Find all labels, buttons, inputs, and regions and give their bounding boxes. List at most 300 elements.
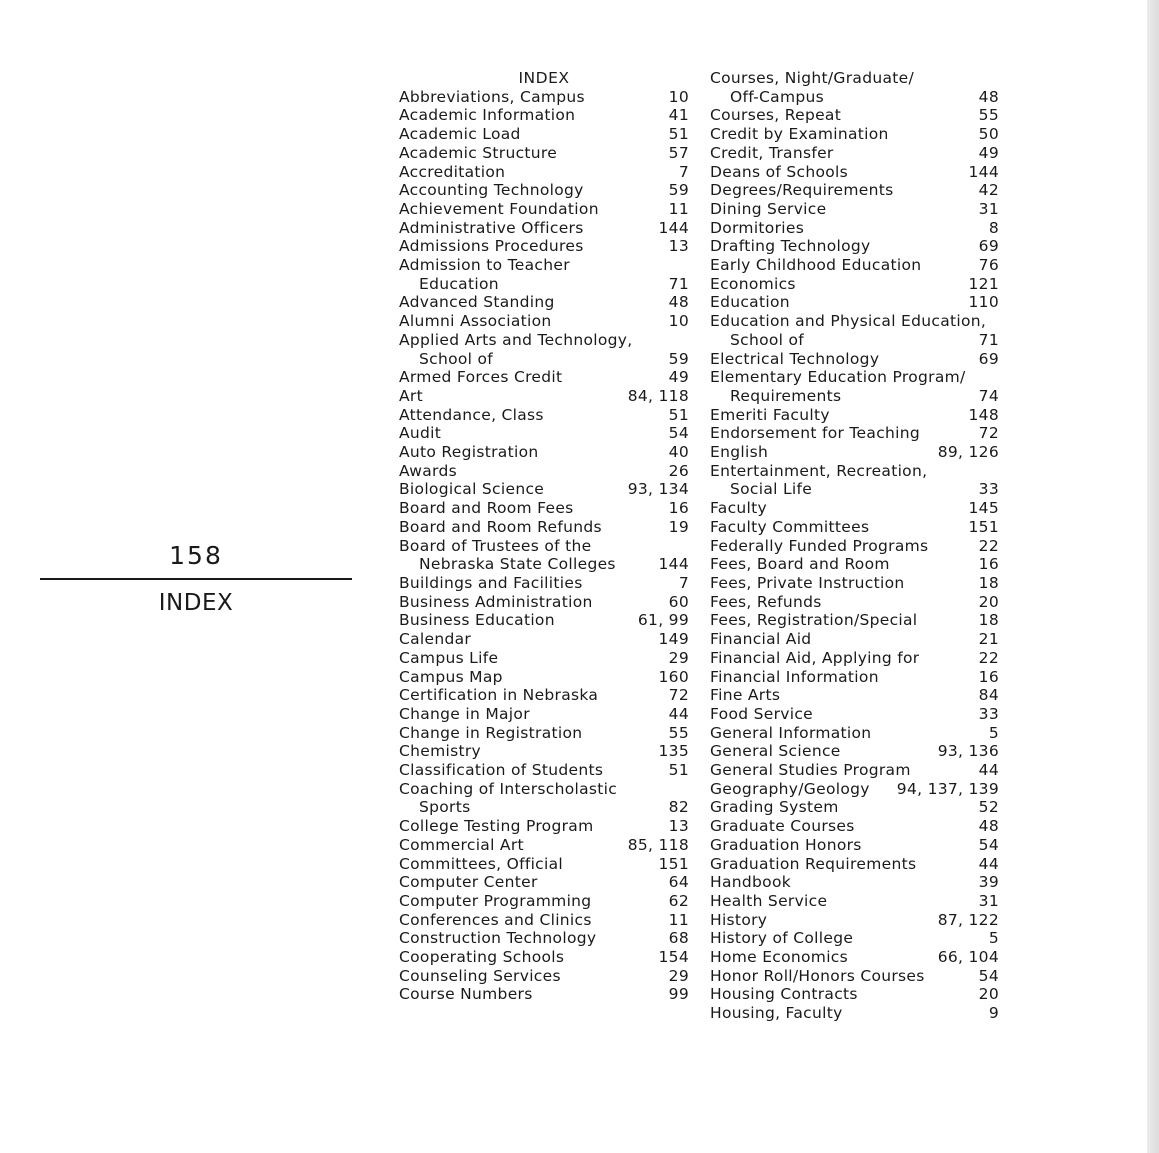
index-entry-list-right — [710, 69, 999, 1023]
index-entry-pages: 33 — [978, 480, 999, 499]
index-entry-label: Audit — [399, 424, 442, 443]
index-entry-pages: 61, 99 — [637, 611, 689, 630]
index-entry — [399, 163, 689, 182]
index-entry — [710, 985, 999, 1004]
index-entry-pages: 11 — [668, 199, 689, 218]
index-entry — [399, 480, 689, 499]
index-entry-label: Fees, Board and Room — [710, 555, 890, 574]
index-entry — [399, 611, 689, 630]
index-entry-label: Achievement Foundation — [399, 199, 599, 218]
index-entry-label: Alumni Association — [399, 312, 552, 331]
index-entry-label: History of College — [710, 929, 854, 948]
index-entry — [710, 892, 999, 911]
index-entry-pages: 144 — [968, 162, 999, 181]
index-entry — [399, 181, 689, 200]
index-entry-label: Sports — [419, 798, 471, 817]
index-entry-label: Education — [710, 293, 790, 312]
index-entry — [710, 686, 999, 705]
index-heading: INDEX — [518, 69, 570, 87]
index-entry — [710, 200, 999, 219]
index-entry-pages: 16 — [978, 667, 999, 686]
index-entry — [399, 256, 689, 275]
index-entry-label: Education and Physical Education, — [710, 312, 987, 331]
index-entry — [710, 518, 999, 537]
index-entry-pages: 151 — [658, 854, 689, 873]
index-entry-pages: 74 — [978, 386, 999, 405]
index-entry-label: Board and Room Fees — [399, 499, 574, 518]
index-entry — [399, 593, 689, 612]
index-entry — [710, 705, 999, 724]
index-entry-label: Advanced Standing — [399, 293, 555, 312]
index-entry — [399, 761, 689, 780]
index-entry — [399, 219, 689, 238]
index-entry-label: Armed Forces Credit — [399, 368, 563, 387]
index-entry — [399, 855, 689, 874]
index-entry — [710, 406, 999, 425]
index-entry-label: Course Numbers — [399, 985, 533, 1004]
index-entry-pages: 10 — [668, 312, 689, 331]
index-entry-pages: 18 — [978, 611, 999, 630]
index-entry — [710, 181, 999, 200]
index-entry-label: School of — [419, 349, 494, 368]
index-entry — [710, 350, 999, 369]
index-entry — [399, 200, 689, 219]
index-entry-pages: 59 — [668, 349, 689, 368]
index-entry — [399, 668, 689, 687]
index-entry-label: Credit by Examination — [710, 125, 889, 144]
index-entry — [399, 518, 689, 537]
index-entry — [399, 724, 689, 743]
index-entry-label: Financial Aid, Applying for — [710, 648, 920, 667]
index-entry-pages: 76 — [978, 256, 999, 275]
index-entry-pages: 57 — [668, 143, 689, 162]
index-entry-label: Graduation Requirements — [710, 854, 917, 873]
index-entry-pages: 29 — [668, 966, 689, 985]
index-entry-pages: 51 — [668, 761, 689, 780]
index-entry — [399, 574, 689, 593]
index-entry-label: General Science — [710, 742, 841, 761]
index-entry-label: Certification in Nebraska — [399, 686, 599, 705]
index-entry-pages: 20 — [978, 592, 999, 611]
index-entry-label: Degrees/Requirements — [710, 181, 894, 200]
index-entry-label: College Testing Program — [399, 817, 594, 836]
index-entry-label: Committees, Official — [399, 854, 564, 873]
index-entry-label: Classification of Students — [399, 761, 604, 780]
index-entry-label: Geography/Geology — [710, 779, 870, 798]
index-entry-label: Art — [399, 386, 423, 405]
index-entry-label: English — [710, 443, 769, 462]
index-entry — [710, 929, 999, 948]
index-entry-label: Graduation Honors — [710, 835, 862, 854]
index-entry — [399, 368, 689, 387]
index-entry-pages: 48 — [668, 293, 689, 312]
index-entry-label: Health Service — [710, 891, 828, 910]
index-entry-pages: 22 — [978, 648, 999, 667]
index-entry-pages: 10 — [668, 87, 689, 106]
index-entry — [399, 985, 689, 1004]
index-entry-pages: 40 — [668, 443, 689, 462]
index-entry-label: Social Life — [730, 480, 813, 499]
index-entry — [710, 125, 999, 144]
index-entry-label: Abbreviations, Campus — [399, 87, 585, 106]
index-entry — [399, 929, 689, 948]
index-entry-label: Financial Aid — [710, 630, 812, 649]
side-heading — [40, 538, 352, 618]
index-entry-label: Academic Information — [399, 106, 576, 125]
index-entry-label: Dining Service — [710, 199, 827, 218]
index-entry-pages: 145 — [968, 499, 999, 518]
page-number: 158 — [169, 541, 223, 570]
index-entry-label: Education — [419, 274, 499, 293]
index-entry-label: Food Service — [710, 704, 813, 723]
index-entry-pages: 26 — [668, 461, 689, 480]
index-entry-label: School of — [730, 330, 805, 349]
index-entry-pages: 19 — [668, 517, 689, 536]
index-entry-pages: 160 — [658, 667, 689, 686]
index-entry-pages: 110 — [968, 293, 999, 312]
index-entry-pages: 49 — [668, 368, 689, 387]
index-entry-label: Endorsement for Teaching — [710, 424, 921, 443]
index-entry — [399, 630, 689, 649]
index-entry — [710, 88, 999, 107]
index-entry — [710, 668, 999, 687]
index-entry-pages: 11 — [668, 910, 689, 929]
index-entry-label: Biological Science — [399, 480, 545, 499]
index-entry-pages: 54 — [978, 966, 999, 985]
index-entry-pages: 55 — [978, 106, 999, 125]
index-entry-pages: 8 — [988, 218, 999, 237]
index-entry-label: Administrative Officers — [399, 218, 584, 237]
index-entry-label: Applied Arts and Technology, — [399, 330, 633, 349]
index-entry-pages: 94, 137, 139 — [896, 779, 999, 798]
index-entry — [710, 275, 999, 294]
index-entry-pages: 71 — [668, 274, 689, 293]
index-entry-label: Faculty Committees — [710, 517, 870, 536]
index-entry-label: Academic Structure — [399, 143, 558, 162]
index-entry-label: Accreditation — [399, 162, 506, 181]
index-entry — [710, 163, 999, 182]
index-entry-pages: 44 — [668, 704, 689, 723]
index-entry — [399, 312, 689, 331]
index-entry — [399, 424, 689, 443]
index-entry-label: Cooperating Schools — [399, 948, 565, 967]
index-entry-pages: 5 — [988, 723, 999, 742]
section-title: INDEX — [158, 590, 234, 616]
index-entry-pages: 22 — [978, 536, 999, 555]
index-entry-pages: 93, 136 — [937, 742, 999, 761]
index-entry-label: Handbook — [710, 873, 791, 892]
index-entry — [710, 69, 999, 88]
index-entry — [399, 686, 689, 705]
index-entry-pages: 13 — [668, 817, 689, 836]
index-entry — [710, 312, 999, 331]
index-entry-pages: 9 — [988, 1004, 999, 1023]
index-entry-label: Chemistry — [399, 742, 481, 761]
index-entry-label: Courses, Night/Graduate/ — [710, 69, 914, 87]
index-entry-label: Fees, Private Instruction — [710, 573, 905, 592]
index-entry — [399, 125, 689, 144]
index-entry-label: Business Administration — [399, 592, 593, 611]
index-entry-label: Conferences and Clinics — [399, 910, 592, 929]
index-entry-label: Commercial Art — [399, 835, 524, 854]
index-entry — [399, 705, 689, 724]
index-entry-pages: 148 — [968, 405, 999, 424]
index-entry — [710, 443, 999, 462]
index-entry — [710, 724, 999, 743]
index-entry-label: Fees, Refunds — [710, 592, 822, 611]
index-entry-pages: 49 — [978, 143, 999, 162]
index-entry — [399, 350, 689, 369]
index-entry-label: Auto Registration — [399, 443, 539, 462]
index-entry-label: Drafting Technology — [710, 237, 871, 256]
page-edge-shadow — [1147, 0, 1159, 1153]
index-entry-label: Campus Life — [399, 648, 499, 667]
index-entry — [710, 817, 999, 836]
index-entry-label: Graduate Courses — [710, 817, 855, 836]
index-entry-label: Calendar — [399, 630, 472, 649]
index-entry — [710, 480, 999, 499]
index-entry — [710, 499, 999, 518]
index-entry-pages: 18 — [978, 573, 999, 592]
index-entry-label: Admission to Teacher — [399, 256, 570, 275]
index-entry-pages: 16 — [978, 555, 999, 574]
index-entry — [710, 873, 999, 892]
index-entry — [710, 219, 999, 238]
index-entry-pages: 85, 118 — [627, 835, 689, 854]
index-entry-pages: 51 — [668, 125, 689, 144]
index-entry-label: Change in Registration — [399, 723, 583, 742]
index-entry — [710, 574, 999, 593]
index-entry — [710, 144, 999, 163]
index-entry — [710, 537, 999, 556]
index-entry — [399, 499, 689, 518]
index-entry — [710, 967, 999, 986]
index-entry — [399, 836, 689, 855]
index-entry — [399, 237, 689, 256]
index-entry — [399, 649, 689, 668]
index-entry-label: Accounting Technology — [399, 181, 584, 200]
index-entry-pages: 50 — [978, 125, 999, 144]
index-entry — [399, 948, 689, 967]
index-entry — [399, 387, 689, 406]
index-entry-label: Early Childhood Education — [710, 256, 922, 275]
index-entry — [399, 106, 689, 125]
index-entry-pages: 71 — [978, 330, 999, 349]
index-entry-label: Courses, Repeat — [710, 106, 842, 125]
index-entry-pages: 7 — [678, 162, 689, 181]
index-entry — [710, 424, 999, 443]
index-entry-pages: 89, 126 — [937, 443, 999, 462]
index-entry — [710, 630, 999, 649]
index-entry — [710, 555, 999, 574]
index-entry-pages: 69 — [978, 349, 999, 368]
index-entry-pages: 149 — [658, 630, 689, 649]
index-entry-pages: 44 — [978, 854, 999, 873]
index-entry — [399, 144, 689, 163]
index-entry-label: Fine Arts — [710, 686, 781, 705]
index-entry-pages: 52 — [978, 798, 999, 817]
index-entry — [710, 780, 999, 799]
index-entry — [710, 387, 999, 406]
index-entry-pages: 41 — [668, 106, 689, 125]
index-entry — [710, 331, 999, 350]
index-entry-pages: 144 — [658, 218, 689, 237]
index-entry-pages: 44 — [978, 761, 999, 780]
index-entry-label: Economics — [710, 274, 796, 293]
index-entry-label: Campus Map — [399, 667, 503, 686]
index-entry — [710, 855, 999, 874]
index-entry-label: Board of Trustees of the — [399, 536, 592, 555]
index-entry-pages: 66, 104 — [937, 948, 999, 967]
index-entry-label: Dormitories — [710, 218, 805, 237]
index-entry-pages: 20 — [978, 985, 999, 1004]
index-entry-pages: 54 — [668, 424, 689, 443]
index-entry-pages: 62 — [668, 891, 689, 910]
index-entry — [399, 293, 689, 312]
index-entry-label: Electrical Technology — [710, 349, 880, 368]
index-entry — [710, 1004, 999, 1023]
index-entry — [399, 555, 689, 574]
index-entry-label: Off-Campus — [730, 87, 825, 106]
index-entry-label: Honor Roll/Honors Courses — [710, 966, 925, 985]
index-entry — [710, 368, 999, 387]
index-entry-label: Elementary Education Program/ — [710, 368, 966, 387]
index-entry — [399, 873, 689, 892]
index-entry-label: Federally Funded Programs — [710, 536, 929, 555]
index-entry-pages: 72 — [668, 686, 689, 705]
index-entry — [710, 611, 999, 630]
index-entry-label: Home Economics — [710, 948, 849, 967]
index-entry-pages: 48 — [978, 817, 999, 836]
index-entry-label: Board and Room Refunds — [399, 517, 602, 536]
index-entry — [399, 892, 689, 911]
index-entry — [710, 256, 999, 275]
index-entry-list-left — [399, 88, 689, 1004]
index-entry — [399, 331, 689, 350]
index-entry-pages: 154 — [658, 948, 689, 967]
index-entry-label: Faculty — [710, 499, 767, 518]
index-entry-label: Requirements — [730, 386, 842, 405]
index-entry — [399, 406, 689, 425]
index-entry-pages: 55 — [668, 723, 689, 742]
index-entry-label: Housing Contracts — [710, 985, 858, 1004]
index-entry-pages: 16 — [668, 499, 689, 518]
index-entry — [399, 537, 689, 556]
index-entry — [399, 817, 689, 836]
index-entry-label: History — [710, 910, 768, 929]
index-entry-pages: 13 — [668, 237, 689, 256]
index-entry-label: General Studies Program — [710, 761, 911, 780]
index-entry-label: Deans of Schools — [710, 162, 848, 181]
index-entry — [710, 911, 999, 930]
index-entry-pages: 48 — [978, 87, 999, 106]
index-entry — [399, 911, 689, 930]
index-entry — [710, 948, 999, 967]
index-column-left — [399, 69, 689, 1004]
index-entry-label: Change in Major — [399, 704, 530, 723]
divider-rule — [40, 578, 352, 580]
index-entry — [399, 443, 689, 462]
index-entry — [710, 649, 999, 668]
index-entry-pages: 60 — [668, 592, 689, 611]
index-entry-label: Computer Center — [399, 873, 538, 892]
index-entry-pages: 84, 118 — [627, 386, 689, 405]
index-entry-pages: 144 — [658, 555, 689, 574]
index-entry-pages: 33 — [978, 704, 999, 723]
index-entry-label: Attendance, Class — [399, 405, 544, 424]
index-entry — [710, 798, 999, 817]
index-entry-label: Coaching of Interscholastic — [399, 779, 618, 798]
index-entry-pages: 31 — [978, 199, 999, 218]
index-entry — [710, 742, 999, 761]
index-entry-pages: 93, 134 — [627, 480, 689, 499]
index-entry — [710, 293, 999, 312]
index-entry — [399, 88, 689, 107]
index-entry-pages: 84 — [978, 686, 999, 705]
index-entry-label: Academic Load — [399, 125, 521, 144]
index-entry-pages: 121 — [968, 274, 999, 293]
index-column-right — [710, 69, 999, 1023]
index-entry-label: Housing, Faculty — [710, 1004, 843, 1023]
index-entry-pages: 99 — [668, 985, 689, 1004]
index-entry-label: Business Education — [399, 611, 555, 630]
index-entry-label: Emeriti Faculty — [710, 405, 830, 424]
index-entry-pages: 51 — [668, 405, 689, 424]
index-entry-pages: 69 — [978, 237, 999, 256]
index-entry-pages: 42 — [978, 181, 999, 200]
index-entry-pages: 5 — [988, 929, 999, 948]
index-entry — [710, 836, 999, 855]
index-entry — [710, 593, 999, 612]
index-entry-pages: 21 — [978, 630, 999, 649]
index-entry-pages: 68 — [668, 929, 689, 948]
index-entry-label: Fees, Registration/Special — [710, 611, 918, 630]
index-entry-label: Awards — [399, 461, 457, 480]
index-entry-pages: 135 — [658, 742, 689, 761]
index-entry — [399, 798, 689, 817]
index-entry-label: Computer Programming — [399, 891, 592, 910]
index-entry-pages: 39 — [978, 873, 999, 892]
index-entry — [710, 761, 999, 780]
index-entry — [399, 275, 689, 294]
index-entry — [399, 967, 689, 986]
index-entry-label: Entertainment, Recreation, — [710, 461, 928, 480]
index-entry-label: Admissions Procedures — [399, 237, 584, 256]
index-entry-label: General Information — [710, 723, 872, 742]
index-entry-label: Construction Technology — [399, 929, 597, 948]
index-entry-pages: 72 — [978, 424, 999, 443]
index-entry — [710, 237, 999, 256]
index-entry — [399, 742, 689, 761]
index-entry-label: Financial Information — [710, 667, 879, 686]
index-entry-label: Buildings and Facilities — [399, 573, 583, 592]
index-entry-label: Credit, Transfer — [710, 143, 834, 162]
index-entry-pages: 82 — [668, 798, 689, 817]
index-entry — [399, 462, 689, 481]
index-entry-pages: 54 — [978, 835, 999, 854]
index-entry-pages: 59 — [668, 181, 689, 200]
index-entry — [399, 780, 689, 799]
index-entry — [710, 106, 999, 125]
index-entry-pages: 7 — [678, 573, 689, 592]
index-entry-label: Grading System — [710, 798, 839, 817]
index-entry-pages: 151 — [968, 517, 999, 536]
index-entry-label: Nebraska State Colleges — [419, 555, 616, 574]
index-entry-pages: 87, 122 — [937, 910, 999, 929]
index-entry-pages: 31 — [978, 891, 999, 910]
index-entry-label: Counseling Services — [399, 966, 561, 985]
index-entry — [710, 462, 999, 481]
